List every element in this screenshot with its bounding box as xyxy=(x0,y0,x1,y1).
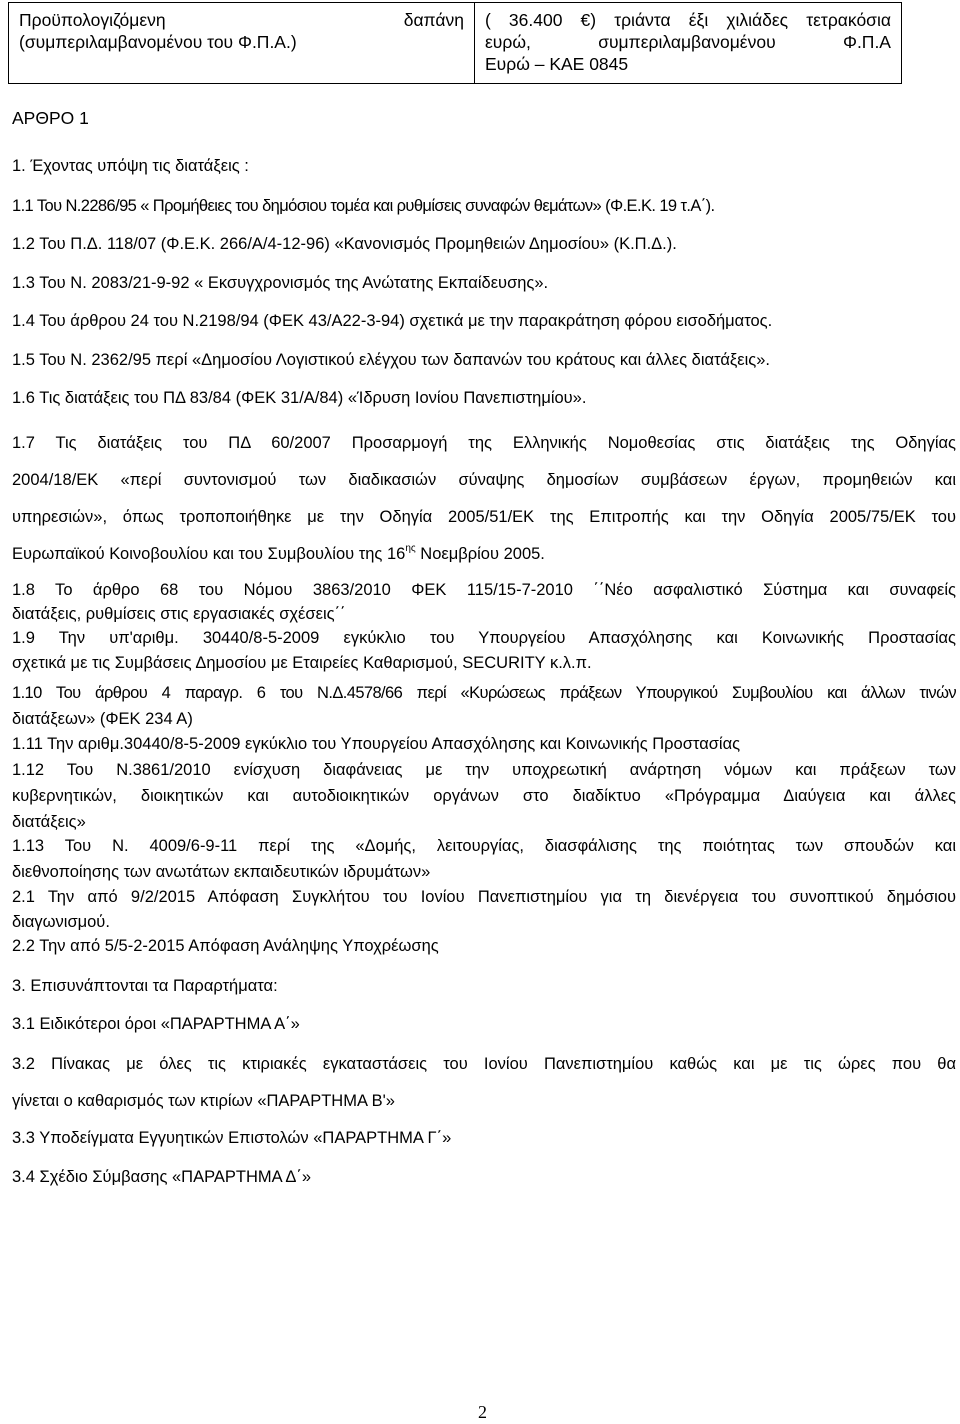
budget-kae-code: Ευρώ – ΚΑΕ 0845 xyxy=(485,54,629,74)
list-item xyxy=(12,833,956,885)
budget-amount-word: συμπεριλαμβανομένου xyxy=(598,32,776,52)
table-row xyxy=(9,3,902,84)
budget-amount-text: ( 36.400 €) τριάντα έξι χιλιάδες τετρακόσια xyxy=(485,10,891,30)
list-item: 3.1 Ειδικότεροι όροι «ΠΑΡΑΡΤΗΜΑ Α΄» xyxy=(12,1015,300,1033)
list-item: 1.11 Την αριθμ.30440/8-5-2009 εγκύκλιο του Υπουργείου Απασχόλησης και Κοινωνικής Προστασίας xyxy=(12,735,741,753)
budget-label-line xyxy=(19,9,464,31)
budget-amount-cell xyxy=(475,3,902,84)
list-item: 1.5 Του Ν. 2362/95 περί «Δημοσίου Λογιστικού ελέγχου των δαπανών του κράτους και άλλες διατάξεις». xyxy=(12,351,771,369)
budget-label-text: Προϋπολογιζόμενη xyxy=(19,10,166,30)
budget-label-cell xyxy=(9,3,475,84)
page-number: 2 xyxy=(478,1402,487,1422)
list-item: 1.1 Του Ν.2286/95 « Προμήθειες του δημόσιου τομέα και ρυθμίσεις συναφών θεμάτων» (Φ.Ε.Κ. 19 τ.Α΄). xyxy=(12,197,715,215)
list-item-line: 1.9 Την υπ'αριθμ. 30440/8-5-2009 εγκύκλιο του Υπουργείου Απασχόλησης και Κοινωνικής Προστασίας xyxy=(12,629,956,647)
list-item-line: διατάξεων» (ΦΕΚ 234 Α) xyxy=(12,710,193,728)
list-item-line: 1.7 Τις διατάξεις του ΠΔ 60/2007 Προσαρμογή της Ελληνικής Νομοθεσίας στις διατάξεις της Οδηγίας xyxy=(12,434,956,452)
list-item: 3.4 Σχέδιο Σύμβασης «ΠΑΡΑΡΤΗΜΑ Δ΄» xyxy=(12,1168,312,1186)
list-item-text: Ευρωπαϊκού Κοινοβουλίου και του Συμβουλίου της 16 xyxy=(12,545,406,563)
list-item: 1.6 Τις διατάξεις του ΠΔ 83/84 (ΦΕΚ 31/Α/84) «Ίδρυση Ιονίου Πανεπιστημίου». xyxy=(12,389,587,407)
article-heading: ΑΡΘΡΟ 1 xyxy=(12,108,89,128)
list-item-line: υπηρεσιών», όπως τροποποιήθηκε με την Οδηγία 2005/51/ΕΚ της Επιτροπής και την Οδηγία 2005/75/ΕΚ του xyxy=(12,508,956,526)
list-item-text: Νοεμβρίου 2005. xyxy=(415,545,545,563)
list-item-line: γίνεται ο καθαρισμός των κτιρίων «ΠΑΡΑΡΤΗΜΑ Β'» xyxy=(12,1092,395,1110)
list-item: 1.2 Του Π.Δ. 118/07 (Φ.Ε.Κ. 266/Α/4-12-96) «Κανονισμός Προμηθειών Δημοσίου» (Κ.Π.Δ.). xyxy=(12,235,677,253)
list-item-line: 2.1 Την από 9/2/2015 Απόφαση Συγκλήτου του Ιονίου Πανεπιστημίου για τη διενέργεια του συνοπτικού δημόσιου xyxy=(12,888,956,906)
list-item-line: διατάξεις» xyxy=(12,813,86,831)
list-item xyxy=(12,1046,956,1120)
list-item-line: 1.12 Του Ν.3861/2010 ενίσχυση διαφάνειας με την υποχρεωτική ανάρτηση νόμων και πράξεων των xyxy=(12,761,956,779)
list-item-line: 3.2 Πίνακας με όλες τις κτιριακές εγκαταστάσεις του Ιονίου Πανεπιστημίου καθώς και με τις ώρες που θα xyxy=(12,1055,956,1073)
list-item xyxy=(12,425,956,573)
budget-amount-word: ευρώ, xyxy=(485,32,531,52)
budget-amount-word: Φ.Π.Α xyxy=(842,32,891,52)
list-item xyxy=(12,757,956,835)
list-item-line: διατάξεις, ρυθμίσεις στις εργασιακές σχέσεις΄΄ xyxy=(12,605,346,623)
list-item-line: 1.8 Το άρθρο 68 του Νόμου 3863/2010 ΦΕΚ 115/15-7-2010 ΄΄Νέο ασφαλιστικό Σύστημα και συναφείς xyxy=(12,581,956,599)
list-item-line: διαγωνισμού. xyxy=(12,913,110,931)
list-item-line: 2004/18/ΕΚ «περί συντονισμού των διαδικασιών σύναψης δημοσίων συμβάσεων έργων, προμηθειών και xyxy=(12,471,956,489)
budget-label-vat: (συμπεριλαμβανομένου του Φ.Π.Α.) xyxy=(19,32,297,52)
list-item xyxy=(12,626,956,676)
list-item-line: σχετικά με τις Συμβάσεις Δημοσίου με Εταιρείες Καθαρισμού, SECURITY κ.λ.π. xyxy=(12,654,592,672)
budget-table xyxy=(8,2,902,84)
list-item: 1. Έχοντας υπόψη τις διατάξεις : xyxy=(12,157,249,175)
list-item: 1.4 Του άρθρου 24 του Ν.2198/94 (ΦΕΚ 43/Α22-3-94) σχετικά με την παρακράτηση φόρου εισοδήματος. xyxy=(12,312,773,330)
list-item-line: κυβερνητικών, διοικητικών και αυτοδιοικητικών οργάνων στο διαδίκτυο «Πρόγραμμα Διαύγεια και άλλες xyxy=(12,787,956,805)
list-item: 3. Επισυνάπτονται τα Παραρτήματα: xyxy=(12,977,278,995)
budget-amount-line xyxy=(485,31,891,53)
list-item-line: διεθνοποίησης των ανωτάτων εκπαιδευτικών ιδρυμάτων» xyxy=(12,863,431,881)
list-item-line: 1.10 Του άρθρου 4 παραγρ. 6 του Ν.Δ.4578/66 περί «Κυρώσεως πράξεων Υπουργικού Συμβουλίου και άλλων τινών xyxy=(12,684,956,702)
list-item-line xyxy=(12,536,956,573)
list-item xyxy=(12,578,956,626)
list-item xyxy=(12,885,956,935)
list-item: 3.3 Υποδείγματα Εγγυητικών Επιστολών «ΠΑΡΑΡΤΗΜΑ Γ΄» xyxy=(12,1129,452,1147)
ordinal-superscript: ης xyxy=(405,542,416,554)
budget-label-text: δαπάνη xyxy=(403,10,464,30)
list-item-line: 1.13 Του Ν. 4009/6-9-11 περί της «Δομής, λειτουργίας, διασφάλισης της ποιότητας των σπουδών και xyxy=(12,837,956,855)
list-item xyxy=(12,680,956,732)
list-item: 2.2 Την από 5/5-2-2015 Απόφαση Ανάληψης Υποχρέωσης xyxy=(12,937,439,955)
list-item: 1.3 Του Ν. 2083/21-9-92 « Εκσυγχρονισμός της Ανώτατης Εκπαίδευσης». xyxy=(12,274,549,292)
